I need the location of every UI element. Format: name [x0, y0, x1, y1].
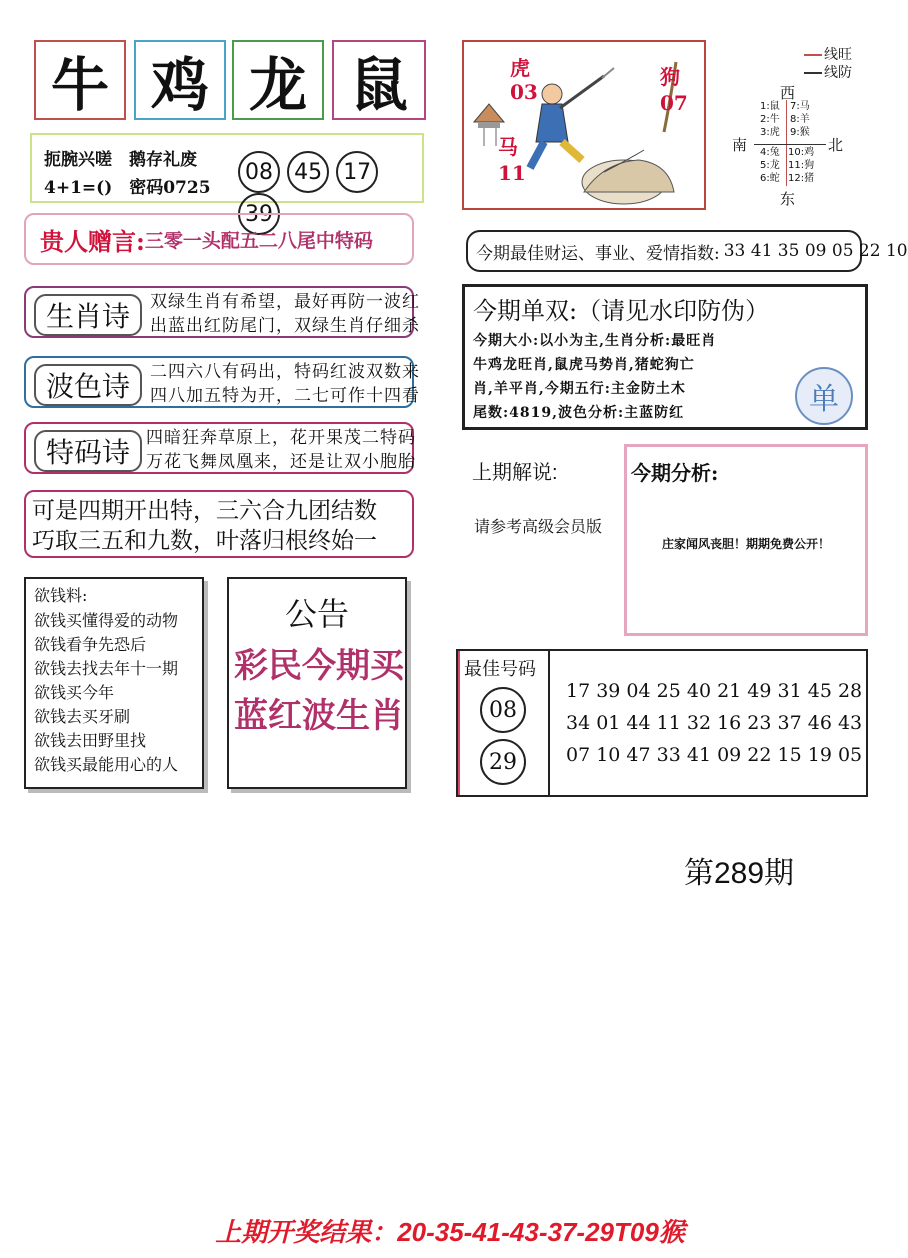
- code-circle: 17: [336, 151, 378, 193]
- issue-number: 第289期: [684, 857, 795, 890]
- last-explain-note: 请参考高级会员版: [474, 519, 603, 536]
- best-circle-2: 29: [480, 739, 526, 785]
- noble-words-label: 贵人赠言:: [40, 226, 145, 256]
- compass-cells-2: 7:马 8:羊 9:猴: [790, 101, 810, 138]
- label-horse: 马 11: [498, 135, 526, 185]
- compass-west: 西: [780, 84, 796, 102]
- code-circle: 08: [238, 151, 280, 193]
- noble-words-text: 三零一头配五二八尾中特码: [144, 229, 373, 252]
- single-double-box: [462, 284, 868, 430]
- single-double-title: 今期单双:（请见水印防伪）: [473, 297, 770, 325]
- legend: 线旺 线防: [804, 46, 852, 82]
- label-dog: 狗 07: [660, 65, 688, 115]
- idiom-line-1: 扼腕兴嗟 鹅存礼废: [44, 150, 197, 170]
- analysis-box: [624, 444, 868, 636]
- code-circle: 39: [238, 193, 280, 235]
- money-lines: 欲钱买懂得爱的动物 欲钱看争先恐后 欲钱去找去年十一期 欲钱买今年 欲钱去买牙刷 欲钱去田野里找 欲钱买最能用心的人: [34, 611, 179, 774]
- fortune-label: 今期最佳财运、事业、爱情指数:: [476, 243, 720, 264]
- idiom-line-2: 4+1=() 密码0725: [44, 178, 211, 198]
- zodiac-poem-box: [24, 286, 420, 338]
- last-result: 上期开奖结果：20-35-41-43-37-29T09猴: [215, 1217, 685, 1247]
- single-double-lines: 今期大小:以小为主,生肖分析:最旺肖 牛鸡龙旺肖,鼠虎马势肖,猪蛇狗亡 肖,羊平肖,今期五行:主金防土木 尾数:4819,波色分析:主蓝防红: [473, 333, 717, 421]
- best-numbers-title: 最佳号码: [464, 659, 536, 679]
- compass-cells-4: 10:鸡 11:狗 12:猪: [788, 147, 815, 184]
- special-poem-title: 特码诗: [34, 430, 142, 472]
- money-box: [24, 577, 204, 789]
- zodiac-box-4: 鼠: [332, 40, 426, 120]
- notice-box: [227, 577, 407, 789]
- riddle-line-2: 巧取三五和九数，叶落归根终始一: [32, 527, 377, 553]
- special-poem-text: 四暗狂奔草原上，花开果茂二特码 万花飞舞凤凰来，还是让双小胞胎: [146, 428, 416, 472]
- wave-poem-text: 二四六八有码出，特码红波双数来 四八加五特为开，二七可作十四看: [150, 362, 420, 406]
- analysis-text: 庄家闻风丧胆！期期免费公开！: [661, 537, 830, 551]
- notice-title: 公告: [284, 595, 349, 633]
- code-circle: 45: [287, 151, 329, 193]
- compass-east: 东: [780, 190, 796, 208]
- compass: [724, 40, 874, 212]
- analysis-title: 今期分析:: [631, 461, 719, 485]
- label-tiger: 虎 03: [510, 56, 538, 104]
- notice-text: 彩民今期买 蓝红波生肖: [234, 646, 404, 736]
- best-numbers-box: [456, 649, 868, 797]
- single-stamp: 单: [795, 367, 853, 425]
- best-circle-1: 08: [480, 687, 526, 733]
- noble-words-box: [24, 213, 414, 265]
- zodiac-poem-title: 生肖诗: [34, 294, 142, 336]
- zodiac-box-2: 鸡: [134, 40, 226, 120]
- riddle-line-1: 可是四期开出特，三六合九团结数: [32, 497, 377, 523]
- money-title: 欲钱料:: [34, 586, 88, 605]
- compass-south: 南: [732, 136, 748, 154]
- fortune-numbers: 33 41 35 09 05 22 10: [723, 241, 908, 261]
- wave-poem-title: 波色诗: [34, 364, 142, 406]
- fortune-box: [466, 230, 908, 272]
- zodiac-box-1: 牛: [34, 40, 126, 120]
- compass-cells-1: 1:鼠 2:牛 3:虎: [760, 101, 780, 138]
- compass-cells-3: 4:兔 5:龙 6:蛇: [760, 147, 780, 184]
- picture-box: [462, 40, 706, 210]
- zodiac-box-3: 龙: [232, 40, 324, 120]
- special-poem-box: [24, 422, 414, 474]
- compass-north: 北: [828, 136, 844, 154]
- zodiac-poem-text: 双绿生肖有希望，最好再防一波红 出蓝出红防尾门，双绿生肖仔细杀: [150, 292, 420, 336]
- last-explain-title: 上期解说:: [472, 462, 558, 484]
- wave-poem-box: [24, 356, 420, 408]
- best-numbers-rows: 17 39 04 25 40 21 49 31 45 28 34 01 44 11 32 16 23 37 46 43 07 10 47 33 41 09 22 15 19 05: [566, 680, 863, 766]
- idiom-box: [30, 133, 424, 227]
- riddle-box: [24, 490, 414, 558]
